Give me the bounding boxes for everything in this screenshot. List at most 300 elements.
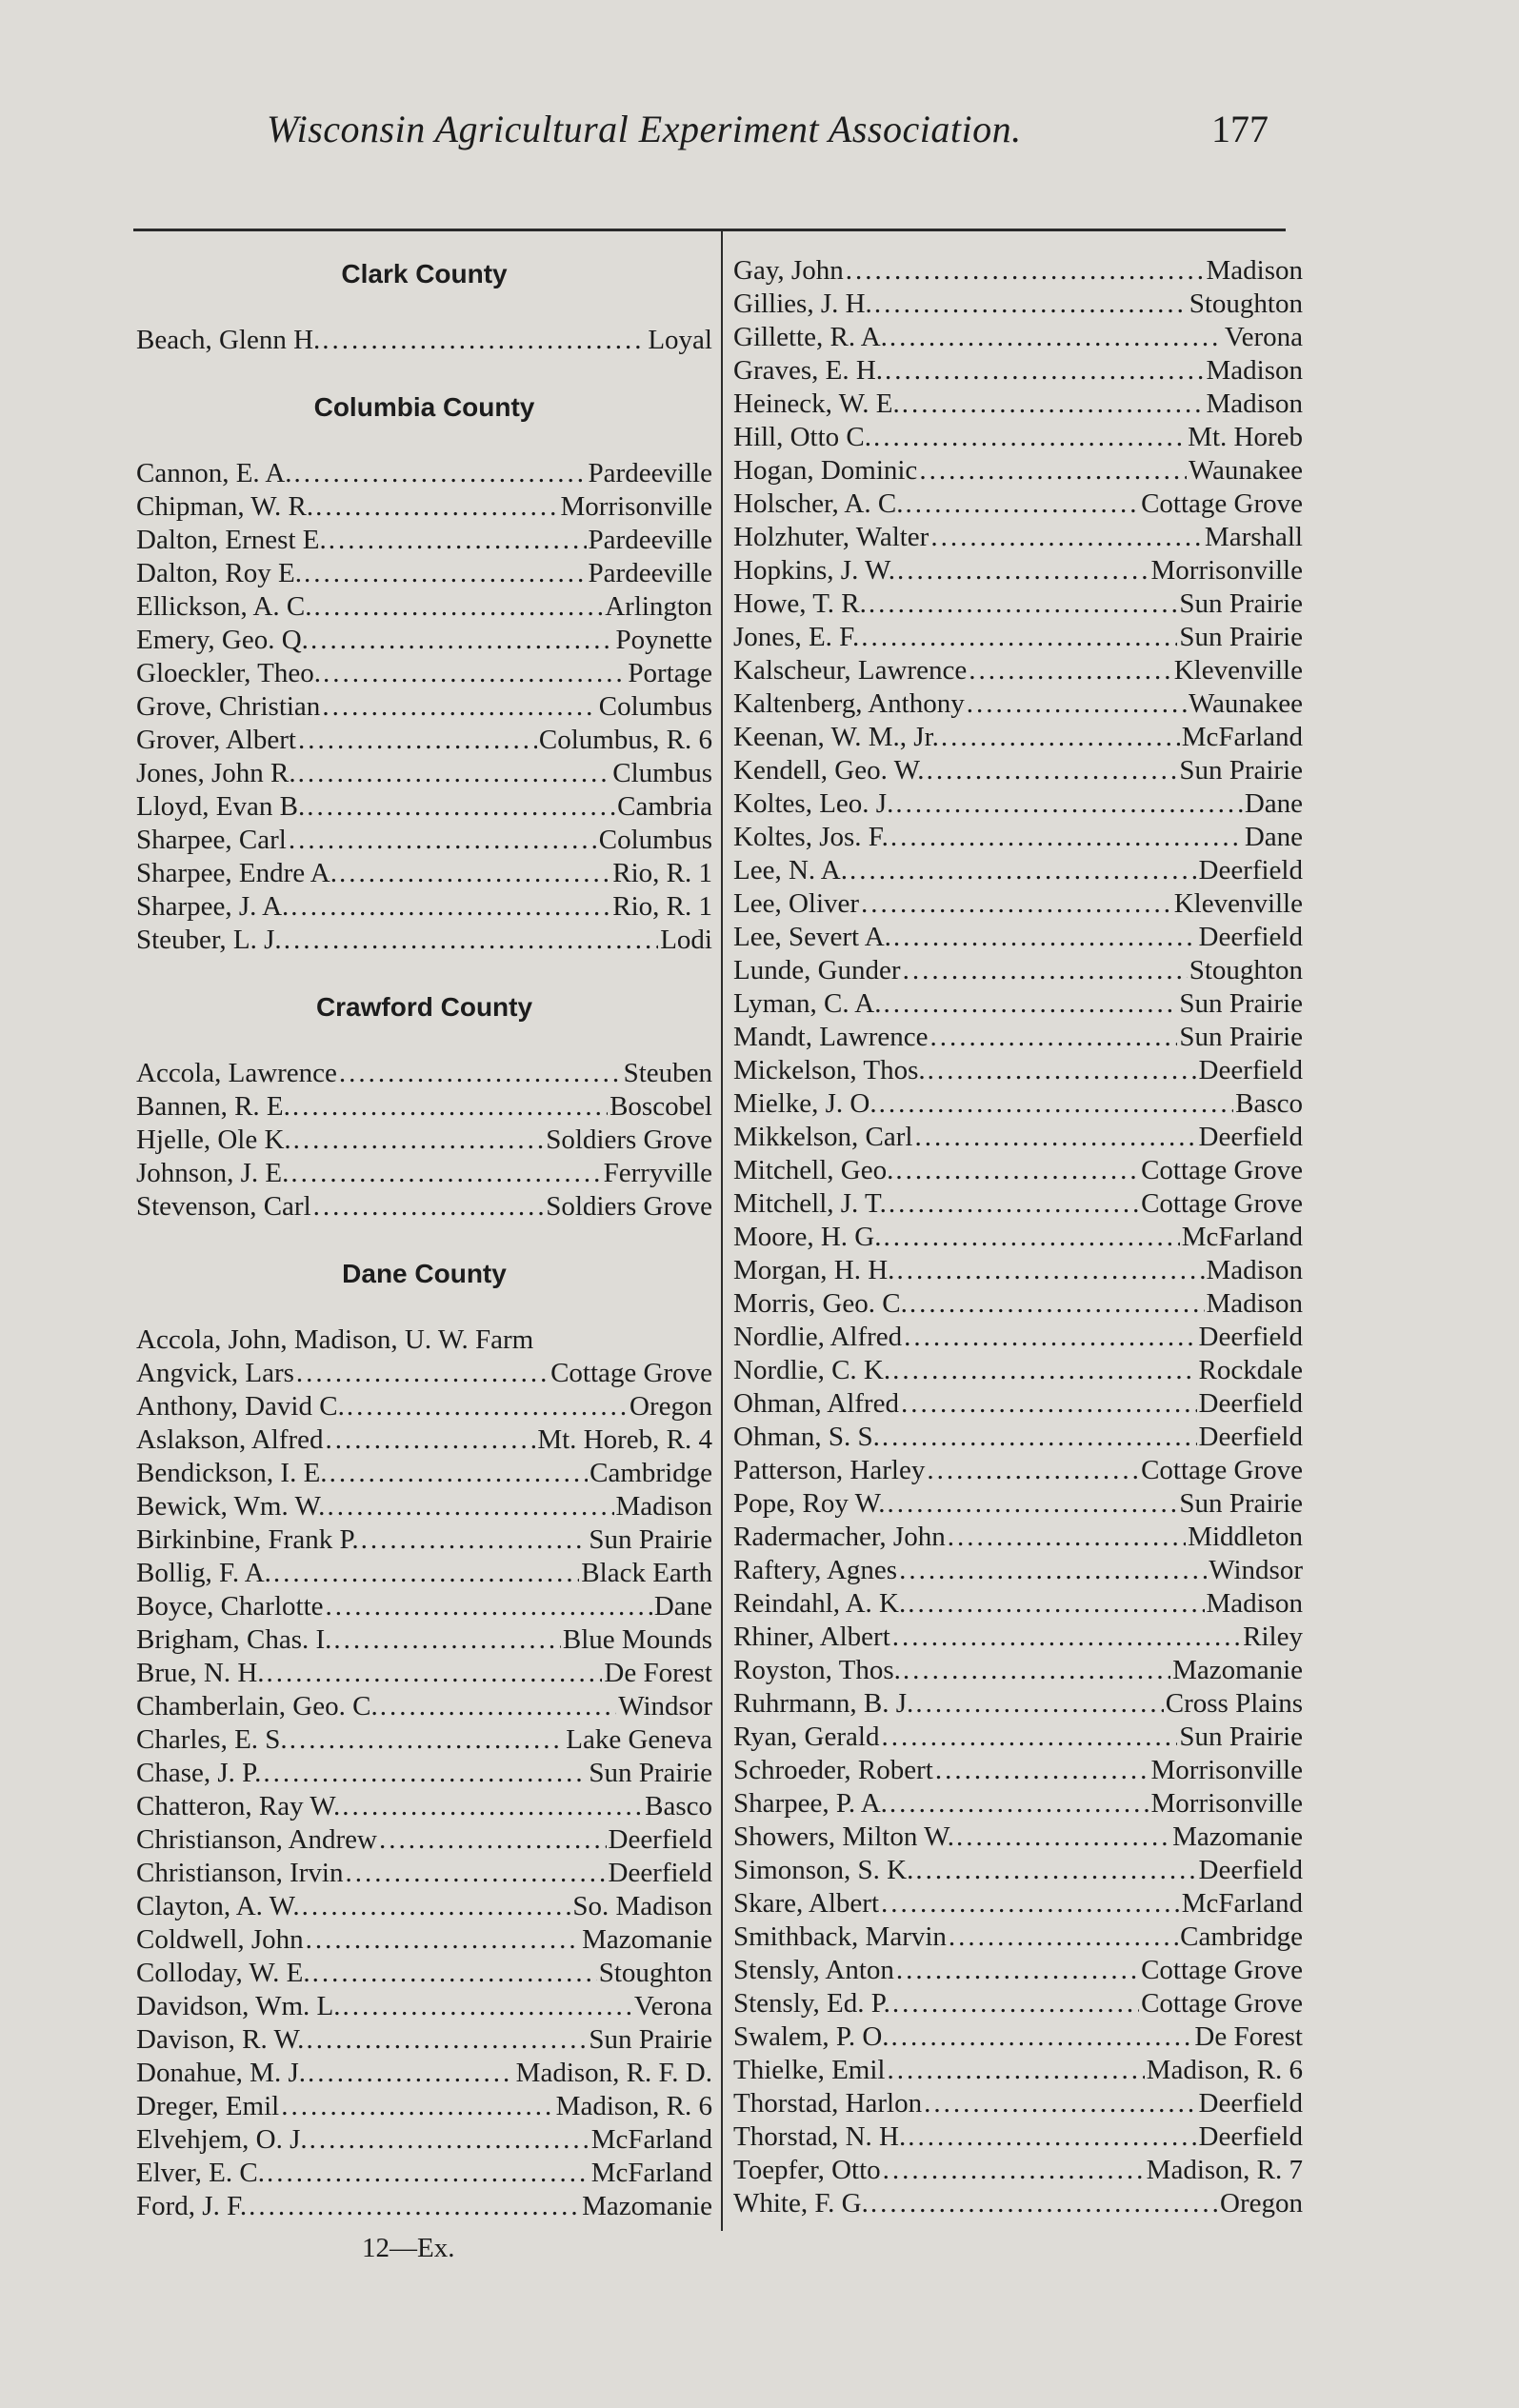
dot-leader	[339, 857, 610, 890]
member-name: Christianson, Irvin	[136, 1858, 344, 1888]
post-office: Madison	[1206, 1255, 1303, 1285]
post-office: Rio, R. 1	[612, 858, 712, 888]
directory-entry	[136, 1423, 712, 1457]
member-name: Mikkelson, Carl	[733, 1122, 913, 1152]
directory-entry	[733, 354, 1303, 388]
dot-leader	[891, 2020, 1193, 2054]
running-title: Wisconsin Agricultural Experiment Association.	[267, 108, 1022, 150]
member-name: Ohman, Alfred	[733, 1388, 899, 1419]
directory-entry	[733, 954, 1303, 987]
post-office: So. Madison	[572, 1891, 712, 1921]
directory-entry	[733, 1021, 1303, 1054]
post-office: Arlington	[605, 591, 712, 622]
member-name: Accola, Lawrence	[136, 1058, 337, 1088]
dot-leader	[902, 388, 1205, 421]
member-name: Accola, John, Madison, U. W. Farm	[136, 1324, 534, 1355]
post-office: Madison	[1206, 388, 1303, 419]
post-office: Cottage Grove	[1141, 1455, 1303, 1485]
member-name: Ryan, Gerald	[733, 1721, 880, 1752]
dot-leader	[873, 421, 1186, 454]
dot-leader	[339, 1057, 622, 1090]
directory-entry	[136, 557, 712, 590]
post-office: Sun Prairie	[1179, 622, 1303, 652]
post-office: Middleton	[1188, 1522, 1303, 1552]
directory-entry	[733, 1321, 1303, 1354]
directory-entry	[136, 490, 712, 524]
member-name: Thorstad, Harlon	[733, 2088, 923, 2119]
member-name: Chatteron, Ray W.	[136, 1791, 341, 1821]
dot-leader	[306, 2023, 587, 2057]
member-name: Hogan, Dominic	[733, 455, 918, 486]
dot-leader	[901, 1387, 1197, 1421]
post-office: Stoughton	[1189, 955, 1303, 985]
member-name: Dalton, Roy E.	[136, 558, 302, 588]
directory-entry	[136, 1990, 712, 2023]
directory-entry	[733, 721, 1303, 754]
directory-entry	[136, 1190, 712, 1224]
directory-entry	[136, 1823, 712, 1857]
county-heading: Clark County	[341, 259, 508, 289]
member-name: Schroeder, Robert	[733, 1755, 933, 1785]
dot-leader	[306, 1923, 580, 1957]
dot-leader	[927, 1454, 1139, 1487]
directory-entry	[733, 1221, 1303, 1254]
post-office: Black Earth	[581, 1558, 712, 1588]
member-name: Kalscheur, Lawrence	[733, 655, 968, 686]
dot-leader	[310, 2123, 590, 2157]
post-office: Rockdale	[1198, 1355, 1303, 1385]
directory-entry	[733, 1454, 1303, 1487]
member-name: Nordlie, Alfred	[733, 1322, 903, 1352]
member-name: Jones, E. F.	[733, 622, 860, 652]
directory-entry	[136, 2023, 712, 2057]
member-name: Lloyd, Evan B.	[136, 791, 306, 822]
dot-leader	[889, 1787, 1149, 1821]
directory-entry	[136, 824, 712, 857]
post-office: McFarland	[1181, 1222, 1303, 1252]
directory-entry	[733, 1987, 1303, 2020]
post-office: Riley	[1243, 1622, 1303, 1652]
dot-leader	[885, 354, 1204, 388]
dot-leader	[903, 1654, 1170, 1687]
dot-leader	[849, 854, 1197, 887]
post-office: Mazomanie	[1172, 1821, 1303, 1852]
dot-leader	[888, 1487, 1178, 1521]
member-name: Angvick, Lars	[136, 1358, 294, 1388]
member-name: Elver, E. C.	[136, 2158, 265, 2188]
directory-entry	[733, 821, 1303, 854]
dot-leader	[326, 1590, 652, 1623]
directory-entry	[136, 1323, 712, 1357]
post-office: Sun Prairie	[1179, 1488, 1303, 1519]
post-office: Dane	[1244, 822, 1303, 852]
dot-leader	[935, 1754, 1149, 1787]
directory-entry	[733, 488, 1303, 521]
directory-entry	[136, 1490, 712, 1523]
member-name: Hjelle, Ole K.	[136, 1124, 291, 1155]
post-office: Mazomanie	[582, 2191, 712, 2221]
member-name: Grover, Albert	[136, 725, 296, 755]
dot-leader	[322, 324, 646, 357]
directory-entry	[733, 2120, 1303, 2154]
member-name: Mandt, Lawrence	[733, 1022, 929, 1052]
dot-leader	[905, 488, 1139, 521]
member-name: Raftery, Agnes	[733, 1555, 898, 1585]
post-office: Basco	[1235, 1088, 1303, 1119]
member-name: Simonson, S. K.	[733, 1855, 914, 1885]
spacer	[136, 1224, 712, 1257]
post-office: Deerfield	[1198, 1322, 1303, 1352]
member-name: Lee, N. A.	[733, 855, 848, 886]
member-name: Ohman, S. S.	[733, 1422, 880, 1452]
member-name: Brigham, Chas. I.	[136, 1624, 332, 1655]
directory-entry	[136, 924, 712, 957]
post-office: Madison	[1206, 355, 1303, 386]
dot-leader	[892, 1354, 1196, 1387]
directory-entry	[136, 1957, 712, 1990]
member-name: Reindahl, A. K.	[733, 1588, 907, 1619]
member-name: Holscher, A. C.	[733, 488, 904, 519]
directory-entry	[136, 1157, 712, 1190]
dot-leader	[883, 1221, 1179, 1254]
post-office: Madison, R. F. D.	[515, 2058, 712, 2088]
post-office: Oregon	[1220, 2188, 1303, 2219]
post-office: Blue Mounds	[562, 1624, 712, 1655]
member-name: Dreger, Emil	[136, 2091, 280, 2121]
directory-entry	[733, 787, 1303, 821]
post-office: Deerfield	[1198, 1055, 1303, 1085]
dot-leader	[326, 1423, 536, 1457]
member-name: Koltes, Jos. F.	[733, 822, 889, 852]
post-office: Oregon	[630, 1391, 712, 1422]
dot-leader	[289, 824, 597, 857]
directory-entry	[136, 1757, 712, 1790]
dot-leader	[343, 1990, 632, 2023]
dot-leader	[298, 757, 611, 790]
dot-leader	[333, 1623, 561, 1657]
directory-entry	[136, 857, 712, 890]
directory-entry	[136, 1923, 712, 1957]
directory-entry	[136, 590, 712, 624]
county-heading: Crawford County	[315, 992, 533, 1022]
post-office: Columbus	[598, 691, 712, 722]
dot-leader	[290, 1723, 565, 1757]
post-office: Klevenville	[1173, 655, 1303, 686]
post-office: Sun Prairie	[589, 1524, 712, 1555]
dot-leader	[249, 2190, 580, 2223]
directory-entry	[136, 1523, 712, 1557]
dot-leader	[346, 1857, 607, 1890]
dot-leader	[874, 288, 1188, 321]
member-name: Hill, Otto C.	[733, 422, 872, 452]
member-name: Holzhuter, Walter	[733, 522, 929, 552]
dot-leader	[882, 1421, 1197, 1454]
member-name: Sharpee, Carl	[136, 825, 287, 855]
directory-entry	[136, 1557, 712, 1590]
post-office: Morrisonville	[560, 491, 712, 522]
member-name: Mitchell, J. T.	[733, 1188, 887, 1219]
dot-leader	[342, 1790, 643, 1823]
member-name: Keenan, W. M., Jr.	[733, 722, 939, 752]
directory-entry	[136, 1890, 712, 1923]
post-office: Waunakee	[1188, 688, 1303, 719]
directory-entry	[136, 790, 712, 824]
member-name: Morris, Geo. C.	[733, 1288, 908, 1319]
member-name: Mielke, J. O.	[733, 1088, 877, 1119]
member-name: Lee, Severt A.	[733, 922, 891, 952]
dot-leader	[899, 1554, 1207, 1587]
directory-entry	[733, 754, 1303, 787]
directory-entry	[733, 1554, 1303, 1587]
dot-leader	[290, 1157, 601, 1190]
post-office: Cottage Grove	[1141, 1155, 1303, 1185]
post-office: Soldiers Grove	[546, 1124, 712, 1155]
directory-entry	[733, 854, 1303, 887]
member-name: Koltes, Leo. J.	[733, 788, 894, 819]
member-name: Cannon, E. A.	[136, 458, 292, 488]
dot-leader	[361, 1523, 588, 1557]
directory-entry	[136, 1657, 712, 1690]
dot-leader	[293, 1124, 545, 1157]
post-office: Basco	[645, 1791, 712, 1821]
spacer	[136, 1024, 712, 1057]
dot-leader	[927, 754, 1178, 787]
dot-leader	[308, 2057, 514, 2090]
directory-entry	[733, 987, 1303, 1021]
directory-entry	[733, 1687, 1303, 1721]
dot-leader	[379, 1823, 607, 1857]
dot-leader	[930, 521, 1203, 554]
post-office: Sun Prairie	[589, 1758, 712, 1788]
member-name: Sharpee, J. A.	[136, 891, 290, 922]
county-heading: Columbia County	[313, 392, 535, 422]
directory-entry	[136, 1790, 712, 1823]
member-name: Sharpee, P. A.	[733, 1788, 888, 1819]
dot-leader	[895, 1154, 1139, 1187]
directory-entry	[733, 521, 1303, 554]
directory-entry	[733, 621, 1303, 654]
spacer	[136, 424, 712, 457]
dot-leader	[292, 1090, 608, 1124]
dot-leader	[313, 1190, 545, 1224]
dot-leader	[949, 1920, 1178, 1954]
dot-leader	[846, 254, 1205, 288]
post-office: Madison	[1206, 1288, 1303, 1319]
dot-leader	[284, 924, 659, 957]
directory-entry	[136, 2090, 712, 2123]
dot-leader	[889, 321, 1223, 354]
dot-leader	[290, 890, 610, 924]
dot-leader	[263, 1757, 587, 1790]
directory-entry	[733, 2087, 1303, 2120]
dot-leader	[909, 1287, 1205, 1321]
post-office: Cross Plains	[1165, 1688, 1303, 1719]
post-office: Madison	[1206, 255, 1303, 286]
directory-entry	[136, 1090, 712, 1124]
directory-entry	[733, 1654, 1303, 1687]
member-name: Gay, John	[733, 255, 844, 286]
directory-entry	[733, 1920, 1303, 1954]
member-name: Bannen, R. E.	[136, 1091, 290, 1122]
member-name: Pope, Roy W.	[733, 1488, 886, 1519]
dot-leader	[312, 1957, 597, 1990]
directory-entry	[136, 1390, 712, 1423]
left-column	[136, 257, 712, 2223]
directory-entry	[733, 421, 1303, 454]
directory-entry	[136, 890, 712, 924]
member-name: Birkinbine, Frank P.	[136, 1524, 359, 1555]
dot-leader	[330, 1457, 589, 1490]
directory-entry	[733, 1954, 1303, 1987]
post-office: Ferryville	[603, 1158, 712, 1188]
post-office: Marshall	[1204, 522, 1303, 552]
directory-entry	[733, 1054, 1303, 1087]
dot-leader	[890, 821, 1243, 854]
dot-leader	[879, 1087, 1234, 1121]
post-office: Deerfield	[608, 1858, 712, 1888]
post-office: Stoughton	[1189, 289, 1303, 319]
directory-entry	[136, 1357, 712, 1390]
page-number: 177	[1211, 108, 1269, 150]
dot-leader	[298, 724, 537, 757]
post-office: Windsor	[618, 1691, 712, 1721]
post-office: Morrisonville	[1150, 555, 1303, 586]
member-name: Ellickson, A. C.	[136, 591, 312, 622]
directory-entry	[733, 1754, 1303, 1787]
post-office: Portage	[628, 658, 712, 688]
directory-entry	[733, 1154, 1303, 1187]
post-office: Morrisonville	[1150, 1755, 1303, 1785]
county-heading: Dane County	[342, 1259, 507, 1288]
dot-leader	[924, 2087, 1196, 2120]
member-name: Morgan, H. H.	[733, 1255, 895, 1285]
directory-entry	[136, 2157, 712, 2190]
post-office: Boscobel	[610, 1091, 712, 1122]
dot-leader	[869, 587, 1177, 621]
member-name: Nordlie, C. K.	[733, 1355, 891, 1385]
post-office: Verona	[1224, 322, 1303, 352]
dot-leader	[904, 1321, 1196, 1354]
member-name: Beach, Glenn H.	[136, 325, 321, 355]
directory-entry	[136, 457, 712, 490]
post-office: Deerfield	[1198, 2088, 1303, 2119]
post-office: Cambridge	[1180, 1921, 1303, 1952]
member-name: Thorstad, N. H.	[733, 2121, 907, 2152]
member-name: Chipman, W. R.	[136, 491, 314, 522]
member-name: Rhiner, Albert	[733, 1622, 890, 1652]
directory-entry	[733, 1121, 1303, 1154]
right-column	[733, 254, 1303, 2220]
member-name: Aslakson, Alfred	[136, 1424, 324, 1455]
member-name: Brue, N. H.	[136, 1658, 265, 1688]
post-office: Morrisonville	[1150, 1788, 1303, 1819]
dot-leader	[294, 457, 587, 490]
post-office: Cambridge	[590, 1458, 712, 1488]
dot-leader	[881, 1887, 1180, 1920]
post-office: Soldiers Grove	[546, 1191, 712, 1222]
dot-leader	[302, 1890, 571, 1923]
dot-leader	[915, 1121, 1197, 1154]
member-name: Chamberlain, Geo. C.	[136, 1691, 378, 1721]
dot-leader	[281, 2090, 553, 2123]
spacer	[136, 1290, 712, 1323]
dot-leader	[915, 1687, 1163, 1721]
directory-entry	[136, 1690, 712, 1723]
post-office: Lodi	[660, 925, 712, 955]
dot-leader	[956, 1821, 1170, 1854]
directory-entry	[733, 2020, 1303, 2054]
directory-entry	[136, 2057, 712, 2090]
member-name: Mitchell, Geo.	[733, 1155, 894, 1185]
dot-leader	[896, 1954, 1139, 1987]
directory-entry	[136, 524, 712, 557]
dot-leader	[915, 1854, 1196, 1887]
post-office: Columbus, R. 6	[538, 725, 712, 755]
member-name: Stensly, Ed. P.	[733, 1988, 890, 2019]
directory-entry	[136, 1124, 712, 1157]
member-name: Davison, R. W.	[136, 2024, 305, 2055]
post-office: De Forest	[604, 1658, 712, 1688]
post-office: Sun Prairie	[589, 2024, 712, 2055]
dot-leader	[861, 887, 1172, 921]
dot-leader	[296, 1357, 549, 1390]
post-office: Sun Prairie	[1179, 755, 1303, 786]
dot-leader	[883, 987, 1177, 1021]
dot-leader	[897, 554, 1149, 587]
post-office: Deerfield	[1198, 1855, 1303, 1885]
post-office: Lake Geneva	[566, 1724, 712, 1755]
member-name: Mickelson, Thos.	[733, 1055, 926, 1085]
directory-entry	[136, 1057, 712, 1090]
member-name: Patterson, Harley	[733, 1455, 926, 1485]
post-office: Pardeeville	[588, 458, 712, 488]
directory-entry	[733, 1387, 1303, 1421]
post-office: Cottage Grove	[1141, 1988, 1303, 2019]
post-office: Waunakee	[1188, 455, 1303, 486]
directory-entry	[733, 554, 1303, 587]
dot-leader	[304, 557, 587, 590]
member-name: Showers, Milton W.	[733, 1821, 955, 1852]
post-office: Windsor	[1209, 1555, 1303, 1585]
member-name: Coldwell, John	[136, 1924, 304, 1955]
member-name: Clayton, A. W.	[136, 1891, 300, 1921]
dot-leader	[893, 921, 1197, 954]
dot-leader	[892, 1621, 1241, 1654]
dot-leader	[327, 1490, 613, 1523]
directory-entry	[733, 1087, 1303, 1121]
directory-entry	[733, 1854, 1303, 1887]
dot-leader	[307, 790, 615, 824]
member-name: Emery, Geo. Q.	[136, 625, 309, 655]
post-office: Deerfield	[1198, 855, 1303, 886]
signature-mark: 12—Ex.	[362, 2233, 455, 2263]
dot-leader	[941, 721, 1180, 754]
dot-leader	[883, 2154, 1145, 2187]
header-rule	[133, 229, 1286, 231]
dot-leader	[881, 1721, 1177, 1754]
member-name: Graves, E. H.	[733, 355, 884, 386]
dot-leader	[896, 1254, 1204, 1287]
directory-entry	[733, 2054, 1303, 2087]
directory-entry	[733, 1354, 1303, 1387]
spacer	[136, 957, 712, 990]
spacer	[136, 290, 712, 324]
directory-entry	[733, 1187, 1303, 1221]
member-name: Gillies, J. H.	[733, 289, 872, 319]
member-name: Johnson, J. E.	[136, 1158, 290, 1188]
post-office: Deerfield	[1198, 1122, 1303, 1152]
directory-entry	[733, 454, 1303, 488]
